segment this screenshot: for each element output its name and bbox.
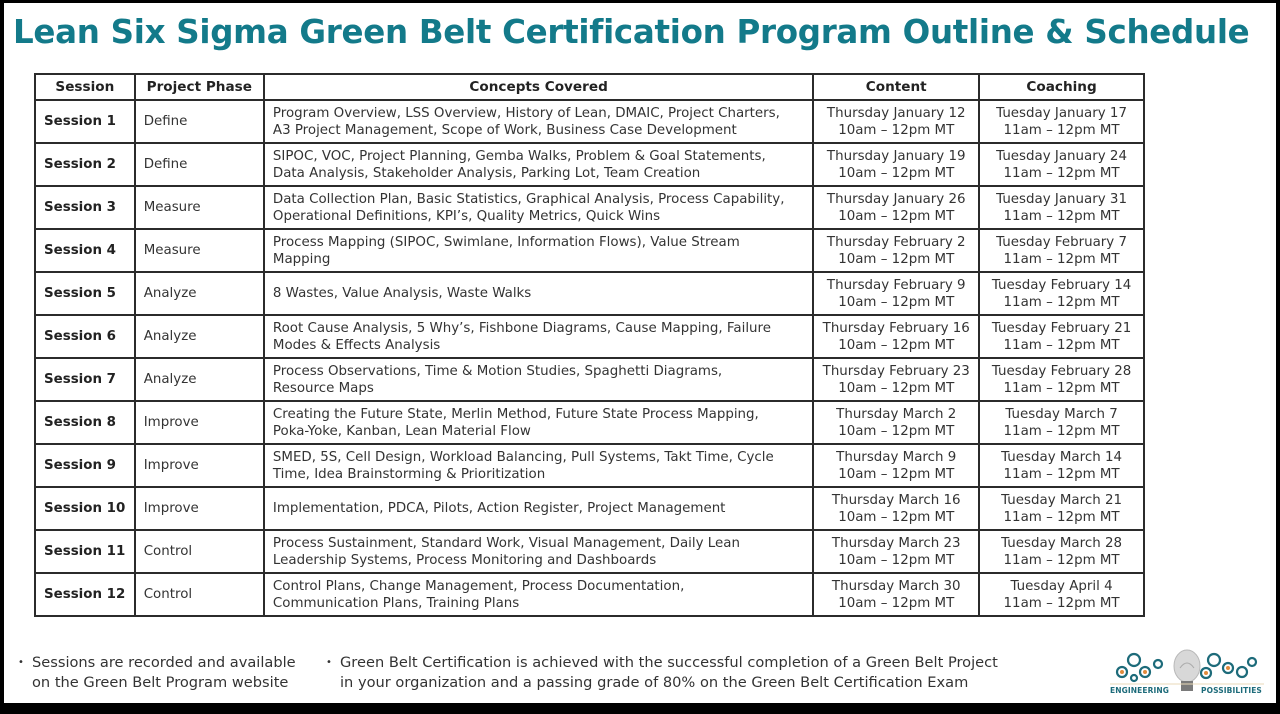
note-recordings [18,653,296,692]
concepts-cell [264,401,813,444]
phase-cell: Analyze [135,272,264,315]
coaching-cell [979,100,1144,143]
header-coaching: Coaching [979,74,1144,100]
concepts-line: Mapping [272,251,331,267]
session-cell: Session 3 [35,186,135,229]
coaching-cell [979,444,1144,487]
header-project-phase: Project Phase [135,74,264,100]
content-time: 10am – 12pm MT [838,552,955,568]
table-row [35,143,1144,186]
content-date: Thursday March 9 [836,449,957,465]
coaching-date: Tuesday February 14 [991,277,1132,293]
content-time: 10am – 12pm MT [838,251,955,267]
coaching-cell [979,358,1144,401]
content-date: Thursday March 23 [831,535,961,551]
coaching-date: Tuesday January 24 [996,148,1127,164]
coaching-date: Tuesday February 21 [991,320,1132,336]
content-time: 10am – 12pm MT [838,165,955,181]
concepts-line: Time, Idea Brainstorming & Prioritization [272,466,546,482]
content-time: 10am – 12pm MT [838,423,955,439]
content-cell [813,401,979,444]
concepts-line: Process Mapping (SIPOC, Swimlane, Information Flows), Value Stream [272,234,740,250]
concepts-line: Poka-Yoke, Kanban, Lean Material Flow [272,423,531,439]
note-line: Green Belt Certification is achieved with the successful completion of a Green Belt Project [340,654,998,671]
concepts-cell [264,186,813,229]
logo-text-right: POSSIBILITIES [1201,686,1262,695]
concepts-line: Process Observations, Time & Motion Studies, Spaghetti Diagrams, [272,363,723,379]
coaching-time: 11am – 12pm MT [1003,509,1120,525]
content-cell [813,487,979,530]
phase-cell: Analyze [135,358,264,401]
table-row [35,186,1144,229]
bullet-icon: • [326,657,332,668]
table-row [35,229,1144,272]
coaching-cell [979,272,1144,315]
content-date: Thursday March 30 [831,578,961,594]
concepts-cell [264,358,813,401]
session-cell: Session 5 [35,272,135,315]
bullet-icon: • [18,657,24,668]
content-cell [813,358,979,401]
session-cell: Session 12 [35,573,135,616]
coaching-cell [979,186,1144,229]
header-session: Session [35,74,135,100]
table-header-row [35,74,1144,100]
table-row [35,444,1144,487]
coaching-date: Tuesday March 7 [1005,406,1118,422]
table-row [35,530,1144,573]
coaching-date: Tuesday January 31 [996,191,1127,207]
note-line: Sessions are recorded and available [32,654,296,671]
concepts-cell [264,573,813,616]
content-date: Thursday February 9 [826,277,966,293]
coaching-time: 11am – 12pm MT [1003,337,1120,353]
concepts-line: Root Cause Analysis, 5 Why’s, Fishbone Diagrams, Cause Mapping, Failure [272,320,771,336]
concepts-line: Data Collection Plan, Basic Statistics, Graphical Analysis, Process Capability, [272,191,785,207]
session-cell: Session 4 [35,229,135,272]
coaching-cell [979,229,1144,272]
content-cell [813,229,979,272]
table-row [35,315,1144,358]
coaching-time: 11am – 12pm MT [1003,423,1120,439]
content-date: Thursday January 12 [826,105,966,121]
content-cell [813,100,979,143]
content-cell [813,186,979,229]
table-row [35,573,1144,616]
concepts-cell [264,229,813,272]
coaching-cell [979,401,1144,444]
session-cell: Session 8 [35,401,135,444]
phase-cell: Define [135,100,264,143]
coaching-time: 11am – 12pm MT [1003,294,1120,310]
coaching-date: Tuesday February 28 [991,363,1132,379]
concepts-line: SIPOC, VOC, Project Planning, Gemba Walks, Problem & Goal Statements, [272,148,766,164]
phase-cell: Control [135,530,264,573]
coaching-time: 11am – 12pm MT [1003,122,1120,138]
header-concepts-covered: Concepts Covered [264,74,813,100]
content-date: Thursday March 2 [836,406,957,422]
content-time: 10am – 12pm MT [838,208,955,224]
table-row [35,272,1144,315]
coaching-date: Tuesday March 14 [1001,449,1122,465]
concepts-line: Data Analysis, Stakeholder Analysis, Parking Lot, Team Creation [272,165,701,181]
concepts-line: Communication Plans, Training Plans [272,595,520,611]
content-time: 10am – 12pm MT [838,466,955,482]
engineering-possibilities-logo [1110,648,1264,700]
concepts-cell [264,530,813,573]
content-date: Thursday February 2 [826,234,966,250]
page-title: Lean Six Sigma Green Belt Certification Program Outline & Schedule [13,13,1250,51]
table-row [35,100,1144,143]
phase-cell: Control [135,573,264,616]
note-line: in your organization and a passing grade of 80% on the Green Belt Certification Exam [340,673,969,691]
content-date: Thursday February 23 [822,363,970,379]
coaching-time: 11am – 12pm MT [1003,208,1120,224]
phase-cell: Improve [135,401,264,444]
phase-cell: Measure [135,186,264,229]
coaching-date: Tuesday April 4 [1010,578,1113,594]
table-row [35,401,1144,444]
content-time: 10am – 12pm MT [838,595,955,611]
coaching-cell [979,315,1144,358]
coaching-cell [979,573,1144,616]
content-cell [813,573,979,616]
concepts-line: Process Sustainment, Standard Work, Visual Management, Daily Lean [272,535,740,551]
concepts-line: 8 Wastes, Value Analysis, Waste Walks [272,286,532,301]
concepts-line: Leadership Systems, Process Monitoring and Dashboards [272,552,657,568]
concepts-cell [264,315,813,358]
concepts-line: Control Plans, Change Management, Process Documentation, [272,578,685,594]
concepts-line: Program Overview, LSS Overview, History of Lean, DMAIC, Project Charters, [272,105,780,121]
content-date: Thursday February 16 [822,320,970,336]
phase-cell: Analyze [135,315,264,358]
concepts-cell [264,444,813,487]
content-time: 10am – 12pm MT [838,122,955,138]
phase-cell: Improve [135,487,264,530]
coaching-time: 11am – 12pm MT [1003,380,1120,396]
session-cell: Session 2 [35,143,135,186]
concepts-line: SMED, 5S, Cell Design, Workload Balancing, Pull Systems, Takt Time, Cycle [272,449,774,465]
concepts-line: Modes & Effects Analysis [272,337,441,353]
content-cell [813,315,979,358]
coaching-cell [979,530,1144,573]
concepts-cell [264,100,813,143]
content-cell [813,143,979,186]
coaching-time: 11am – 12pm MT [1003,466,1120,482]
logo-text-left: ENGINEERING [1110,686,1169,695]
concepts-cell [264,487,813,530]
concepts-line: Implementation, PDCA, Pilots, Action Register, Project Management [272,501,726,516]
coaching-date: Tuesday March 21 [1001,492,1122,508]
concepts-line: Creating the Future State, Merlin Method, Future State Process Mapping, [272,406,759,422]
coaching-cell [979,487,1144,530]
session-cell: Session 11 [35,530,135,573]
phase-cell: Measure [135,229,264,272]
session-cell: Session 9 [35,444,135,487]
coaching-cell [979,143,1144,186]
content-date: Thursday January 26 [826,191,966,207]
table-row [35,487,1144,530]
content-time: 10am – 12pm MT [838,509,955,525]
note-line: on the Green Belt Program website [32,673,289,691]
concepts-line: Operational Definitions, KPI’s, Quality Metrics, Quick Wins [272,208,661,224]
header-content: Content [813,74,979,100]
content-date: Thursday January 19 [826,148,966,164]
slide [4,3,1276,703]
content-time: 10am – 12pm MT [838,380,955,396]
phase-cell: Improve [135,444,264,487]
session-cell: Session 6 [35,315,135,358]
session-cell: Session 7 [35,358,135,401]
content-time: 10am – 12pm MT [838,337,955,353]
coaching-time: 11am – 12pm MT [1003,595,1120,611]
concepts-line: A3 Project Management, Scope of Work, Business Case Development [272,122,737,138]
phase-cell: Define [135,143,264,186]
note-certification [326,653,998,692]
coaching-time: 11am – 12pm MT [1003,251,1120,267]
content-time: 10am – 12pm MT [838,294,955,310]
session-cell: Session 1 [35,100,135,143]
content-cell [813,272,979,315]
content-cell [813,444,979,487]
content-date: Thursday March 16 [831,492,961,508]
coaching-date: Tuesday February 7 [996,234,1127,250]
session-cell: Session 10 [35,487,135,530]
concepts-cell [264,272,813,315]
coaching-time: 11am – 12pm MT [1003,165,1120,181]
coaching-date: Tuesday March 28 [1001,535,1122,551]
schedule-table [34,73,1145,617]
coaching-date: Tuesday January 17 [996,105,1127,121]
concepts-line: Resource Maps [272,380,374,396]
coaching-time: 11am – 12pm MT [1003,552,1120,568]
table-row [35,358,1144,401]
concepts-cell [264,143,813,186]
content-cell [813,530,979,573]
